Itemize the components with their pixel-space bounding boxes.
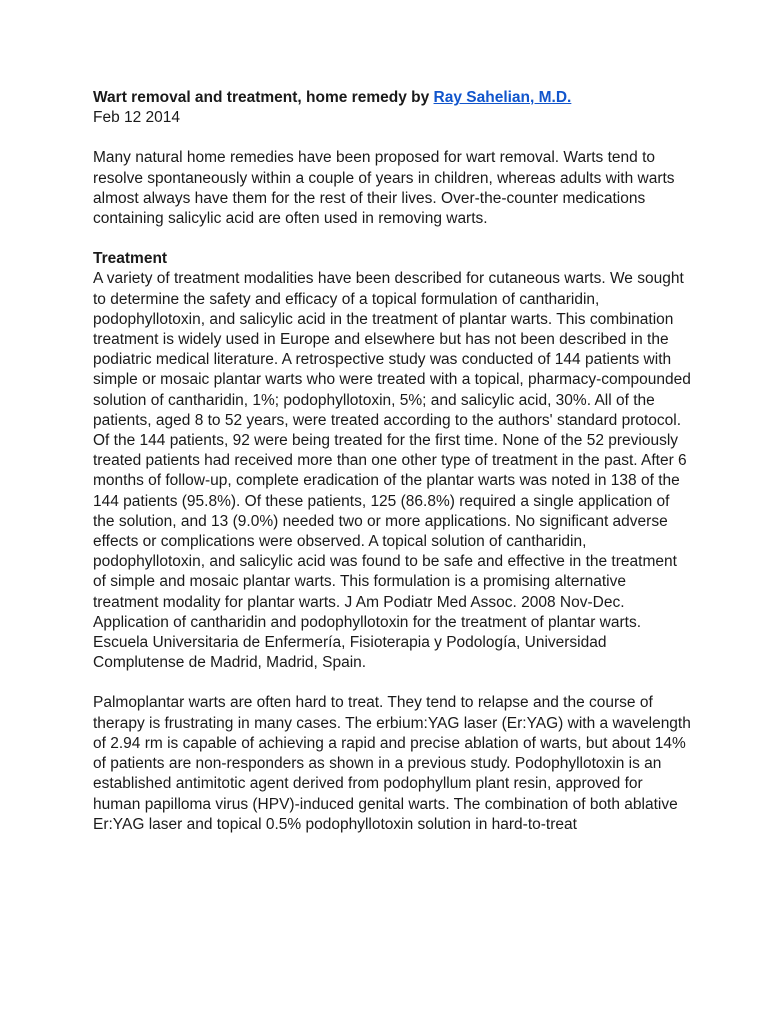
intro-paragraph: Many natural home remedies have been proposed for wart removal. Warts tend to resolve spontaneously within a couple of years in children, whereas adults with warts almost always have them for the rest of their lives. Over-the-counter medications containing salicylic acid are often used in removing warts. <box>93 149 675 228</box>
palmoplantar-paragraph: Palmoplantar warts are often hard to treat. They tend to relapse and the course of therapy is frustrating in many cases. The erbium:YAG laser (Er:YAG) with a wavelength of 2.94 rm is capable of achieving a rapid and precise ablation of warts, but about 14% of patients are non-responders as shown in a previous study. Podophyllotoxin is an established antimitotic agent derived from podophyllum plant resin, approved for human papilloma virus (HPV)-induced genital warts. The combination of both ablative Er:YAG laser and topical 0.5% podophyllotoxin solution in hard-to-treat <box>93 694 691 833</box>
document-page <box>93 88 693 855</box>
article-title <box>93 88 693 108</box>
article-title-text: Wart removal and treatment, home remedy by <box>93 89 434 106</box>
treatment-paragraph: A variety of treatment modalities have been described for cutaneous warts. We sought to determine the safety and efficacy of a topical formulation of cantharidin, podophyllotoxin, and salicylic acid in the treatment of plantar warts. This combination treatment is widely used in Europe and elsewhere but has not been described in the podiatric medical literature. A retrospective study was conducted of 144 patients with simple or mosaic plantar warts who were treated with a topical, pharmacy-compounded solution of cantharidin, 1%; podophyllotoxin, 5%; and salicylic acid, 30%. All of the patients, aged 8 to 52 years, were treated according to the authors' standard protocol. Of the 144 patients, 92 were being treated for the first time. None of the 52 previously treated patients had received more than one other type of treatment in the past. After 6 months of follow-up, complete eradication of the plantar warts was noted in 138 of the 144 patients (95.8%). Of these patients, 125 (86.8%) required a single application of the solution, and 13 (9.0%) needed two or more applications. No significant adverse effects or complications were observed. A topical solution of cantharidin, podophyllotoxin, and salicylic acid was found to be safe and effective in the treatment of simple and mosaic plantar warts. This formulation is a promising alternative treatment modality for plantar warts. J Am Podiatr Med Assoc. 2008 Nov-Dec. Application of cantharidin and podophyllotoxin for the treatment of plantar warts. Escuela Universitaria de Enfermería, Fisioterapia y Podología, Universidad Complutense de Madrid, Madrid, Spain. <box>93 270 691 672</box>
article-date: Feb 12 2014 <box>93 109 181 127</box>
section-heading-treatment: Treatment <box>93 250 168 268</box>
author-link[interactable]: Ray Sahelian, M.D. <box>433 89 572 106</box>
